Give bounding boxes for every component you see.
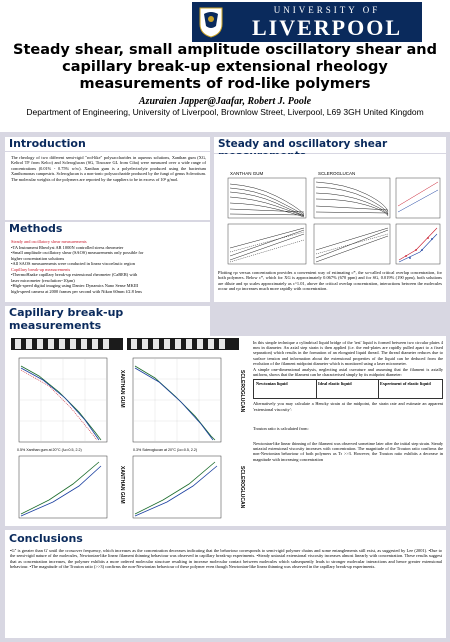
methods-line: laser micrometer (resolution~10μm) <box>11 277 75 283</box>
methods-line: •ThermoHaake capillary break-up extensional rheometer (CaBER) with <box>11 272 138 277</box>
xg-chart-label: XANTHAN GUM <box>230 171 264 176</box>
poster-header <box>0 0 450 132</box>
conclusions-text: •G'' is greater than G' until the crossover frequency, which increases as the concentration decreases indicating that the behaviour corresponds to semi-rigid polymer chains and some entanglements still exist, as suggested by Lee (2001). •Due to the semi-rigid nature of the molecules, Newtonian-like linear filament thinning behaviour was observed in capillary break-up experiments. •Steady uniaxial extensional viscosity increases almost linearly with concentration. These results suggest that as concentration increases, the polymer exhibits a more ordered molecular structure resulting in increase molecular contact between molecules which subsequently leads to stronger molecular interactions and hence greater extensional behaviour. •The magnitude of the Trouton ratio (>>3) confirms the non-Newtonian behaviour of these polymer even though Newtonian-like linear thinning was observed in the capillary break-up experiments. <box>10 548 442 569</box>
poster-authors: Azuraien Japper@Jaafar, Robert J. Poole <box>138 96 312 107</box>
xg-viscosity-plot <box>228 178 306 218</box>
methods-heading: Methods <box>9 222 63 235</box>
methods-line: •TA Instrument Rheolyst AR 1000N controlled stress rheometer <box>11 244 124 250</box>
university-name: LIVERPOOL <box>251 15 403 40</box>
poster-title: Steady shear, small amplitude oscillatory shear and capillary break-up extensional rheology measurements of rod-like polymers <box>13 42 437 92</box>
conclusions-heading: Conclusions <box>9 532 83 545</box>
methods-line: •Small amplitude oscillatory shear (SAOS) measurements only possible for <box>11 250 144 255</box>
steady-shear-figures <box>216 176 444 268</box>
introduction-section <box>5 152 210 220</box>
crest-icon <box>198 6 224 38</box>
sg-viscosity-plot <box>314 178 390 218</box>
eq-newtonian: Newtonian liquid <box>256 381 288 387</box>
sg-subcaption: 0.3% Scleroglucan at 20°C (λc=0.5, 2.2) <box>133 448 198 452</box>
eq-elastic: Ideal elastic liquid <box>318 381 352 387</box>
capillary-heading-bar <box>5 306 210 336</box>
capillary-paragraph-4: Trouton ratio is calculated from: <box>253 425 309 431</box>
poster-affiliation: Department of Engineering, University of Liverpool, Brownlow Street, Liverpool, L69 3GH United Kingdom <box>26 107 424 117</box>
methods-line: •High-speed digital imaging using Dantec Dynamics Nano Sense MKIII <box>11 283 139 288</box>
eq-experiment: Experiment of elastic liquid <box>380 381 431 387</box>
methods-line: higher concentration solutions <box>11 255 65 261</box>
introduction-heading-bar <box>5 137 210 151</box>
conclusions-heading-bar <box>5 530 446 546</box>
capillary-paragraph-1: In this simple technique a cylindrical liquid bridge of the 'test' liquid is formed between two circular plates 4 mm in diameter. An axial step strain is then applied (i.e. the end-plates are rapidly pulled apart to a fixed separation) which results in the formation of an elongated liquid thread. The thread diameter reduces due to surface tension and information about the extensional properties of the liquid can be deduced from the evolution of the filament midpoint diameter which is monitored using a laser micrometer. <box>253 340 443 366</box>
conclusions-section <box>5 546 446 638</box>
methods-line: high-speed camera at 2000 frames per second with Nikon 60mm f/2.8 lens <box>11 288 142 294</box>
legend-plot <box>396 178 440 218</box>
xg-diameter-plot <box>9 356 113 448</box>
xg-capillary-label-2: XANTHAN GUM <box>119 466 125 504</box>
steady-heading-bar <box>214 137 446 153</box>
methods-line: •All SAOS measurements were conducted in linear viscoelastic region <box>11 261 135 266</box>
introduction-text: The rheology of two different semi-rigid "rod-like" polysaccharides in aqueous solutions, Xanthan gum (XG, Keltrol TF from Kelco) and Scleroglucan (SG, Tinocare GL from Ciba) were measured over a wide range of concentrations (0.01% - 0.75% w/w). Xanthan gum is a polyelectrolyte produced using the bacterium Xanthomonas campestris. Scleroglucan is a non-ionic polysaccharide produced by the fungi of genus Sclerotium. The molecular weights of the polymers are reported by the suppliers to be in excess of 10⁶ g/mol. <box>11 155 206 182</box>
capillary-paragraph-3: Alternatively you may calculate a Hencky strain at the midpoint, the strain rate and estimate an apparent 'extensional viscosity': <box>253 401 443 412</box>
university-logo <box>192 2 422 42</box>
equation-table <box>253 379 443 399</box>
methods-section <box>5 236 210 302</box>
steady-section <box>214 154 446 302</box>
methods-subheading: Capillary break-up measurements <box>11 266 71 272</box>
viscosity-concentration-plot <box>396 224 440 264</box>
sg-strain-plot <box>129 454 233 522</box>
xg-modulus-plot <box>228 224 306 264</box>
steady-heading: Steady and oscillatory shear <box>218 138 388 150</box>
sg-modulus-plot <box>314 224 390 264</box>
university-of-label: UNIVERSITY OF <box>273 5 381 15</box>
filament-images <box>11 338 241 352</box>
introduction-heading: Introduction <box>9 137 86 150</box>
methods-heading-bar <box>5 222 210 236</box>
capillary-heading: Capillary break-up measurements <box>9 306 124 332</box>
sg-chart-label: SCLEROGLUCAN <box>318 171 356 176</box>
capillary-paragraph-2: A simple one-dimensional analysis, neglecting axial curvature and assuming that the filament is axially uniform, shows that the filament can be characterised simply by its midpoint diameter: <box>253 367 443 378</box>
xg-subcaption: 0.5% Xanthan gum at 20°C (λc=0.5, 2.2) <box>17 448 82 452</box>
capillary-description <box>253 340 443 462</box>
xg-strain-plot <box>9 454 113 522</box>
sg-capillary-label: SCLEROGLUCAN <box>239 370 245 413</box>
capillary-paragraph-5: Newtonian-like linear thinning of the filament was observed sometime later after the initial step strain. Steady uniaxial extensional viscosity increases with concentration. The magnitude of the Trouton ratio confirms the non-Newtonian behaviour of both polymers as Tr >>3. However, the Trouton ratio exhibits a decrease in magnitude with increasing concentration <box>253 441 443 462</box>
sg-capillary-label-2: SCLEROGLUCAN <box>239 466 245 509</box>
sg-diameter-plot <box>129 356 233 448</box>
capillary-section <box>5 336 446 526</box>
steady-caption: Plotting ηo versus concentration provides a convenient way of estimating c*, the so-called critical overlap concentration, for both polymers. Below c*, which for XG is approximately 0.067% (670 ppm) and for SG, 0.019% (190 ppm), both solutions are dilute and ηo scales approximately as c^1.01, above the critical overlap concentration, interactions between the molecules occur and ηo increases much more rapidly with concentration. <box>218 270 442 292</box>
methods-subheading: Steady and oscillatory shear measurements <box>11 239 87 244</box>
xg-capillary-label: XANTHAN GUM <box>119 370 125 408</box>
